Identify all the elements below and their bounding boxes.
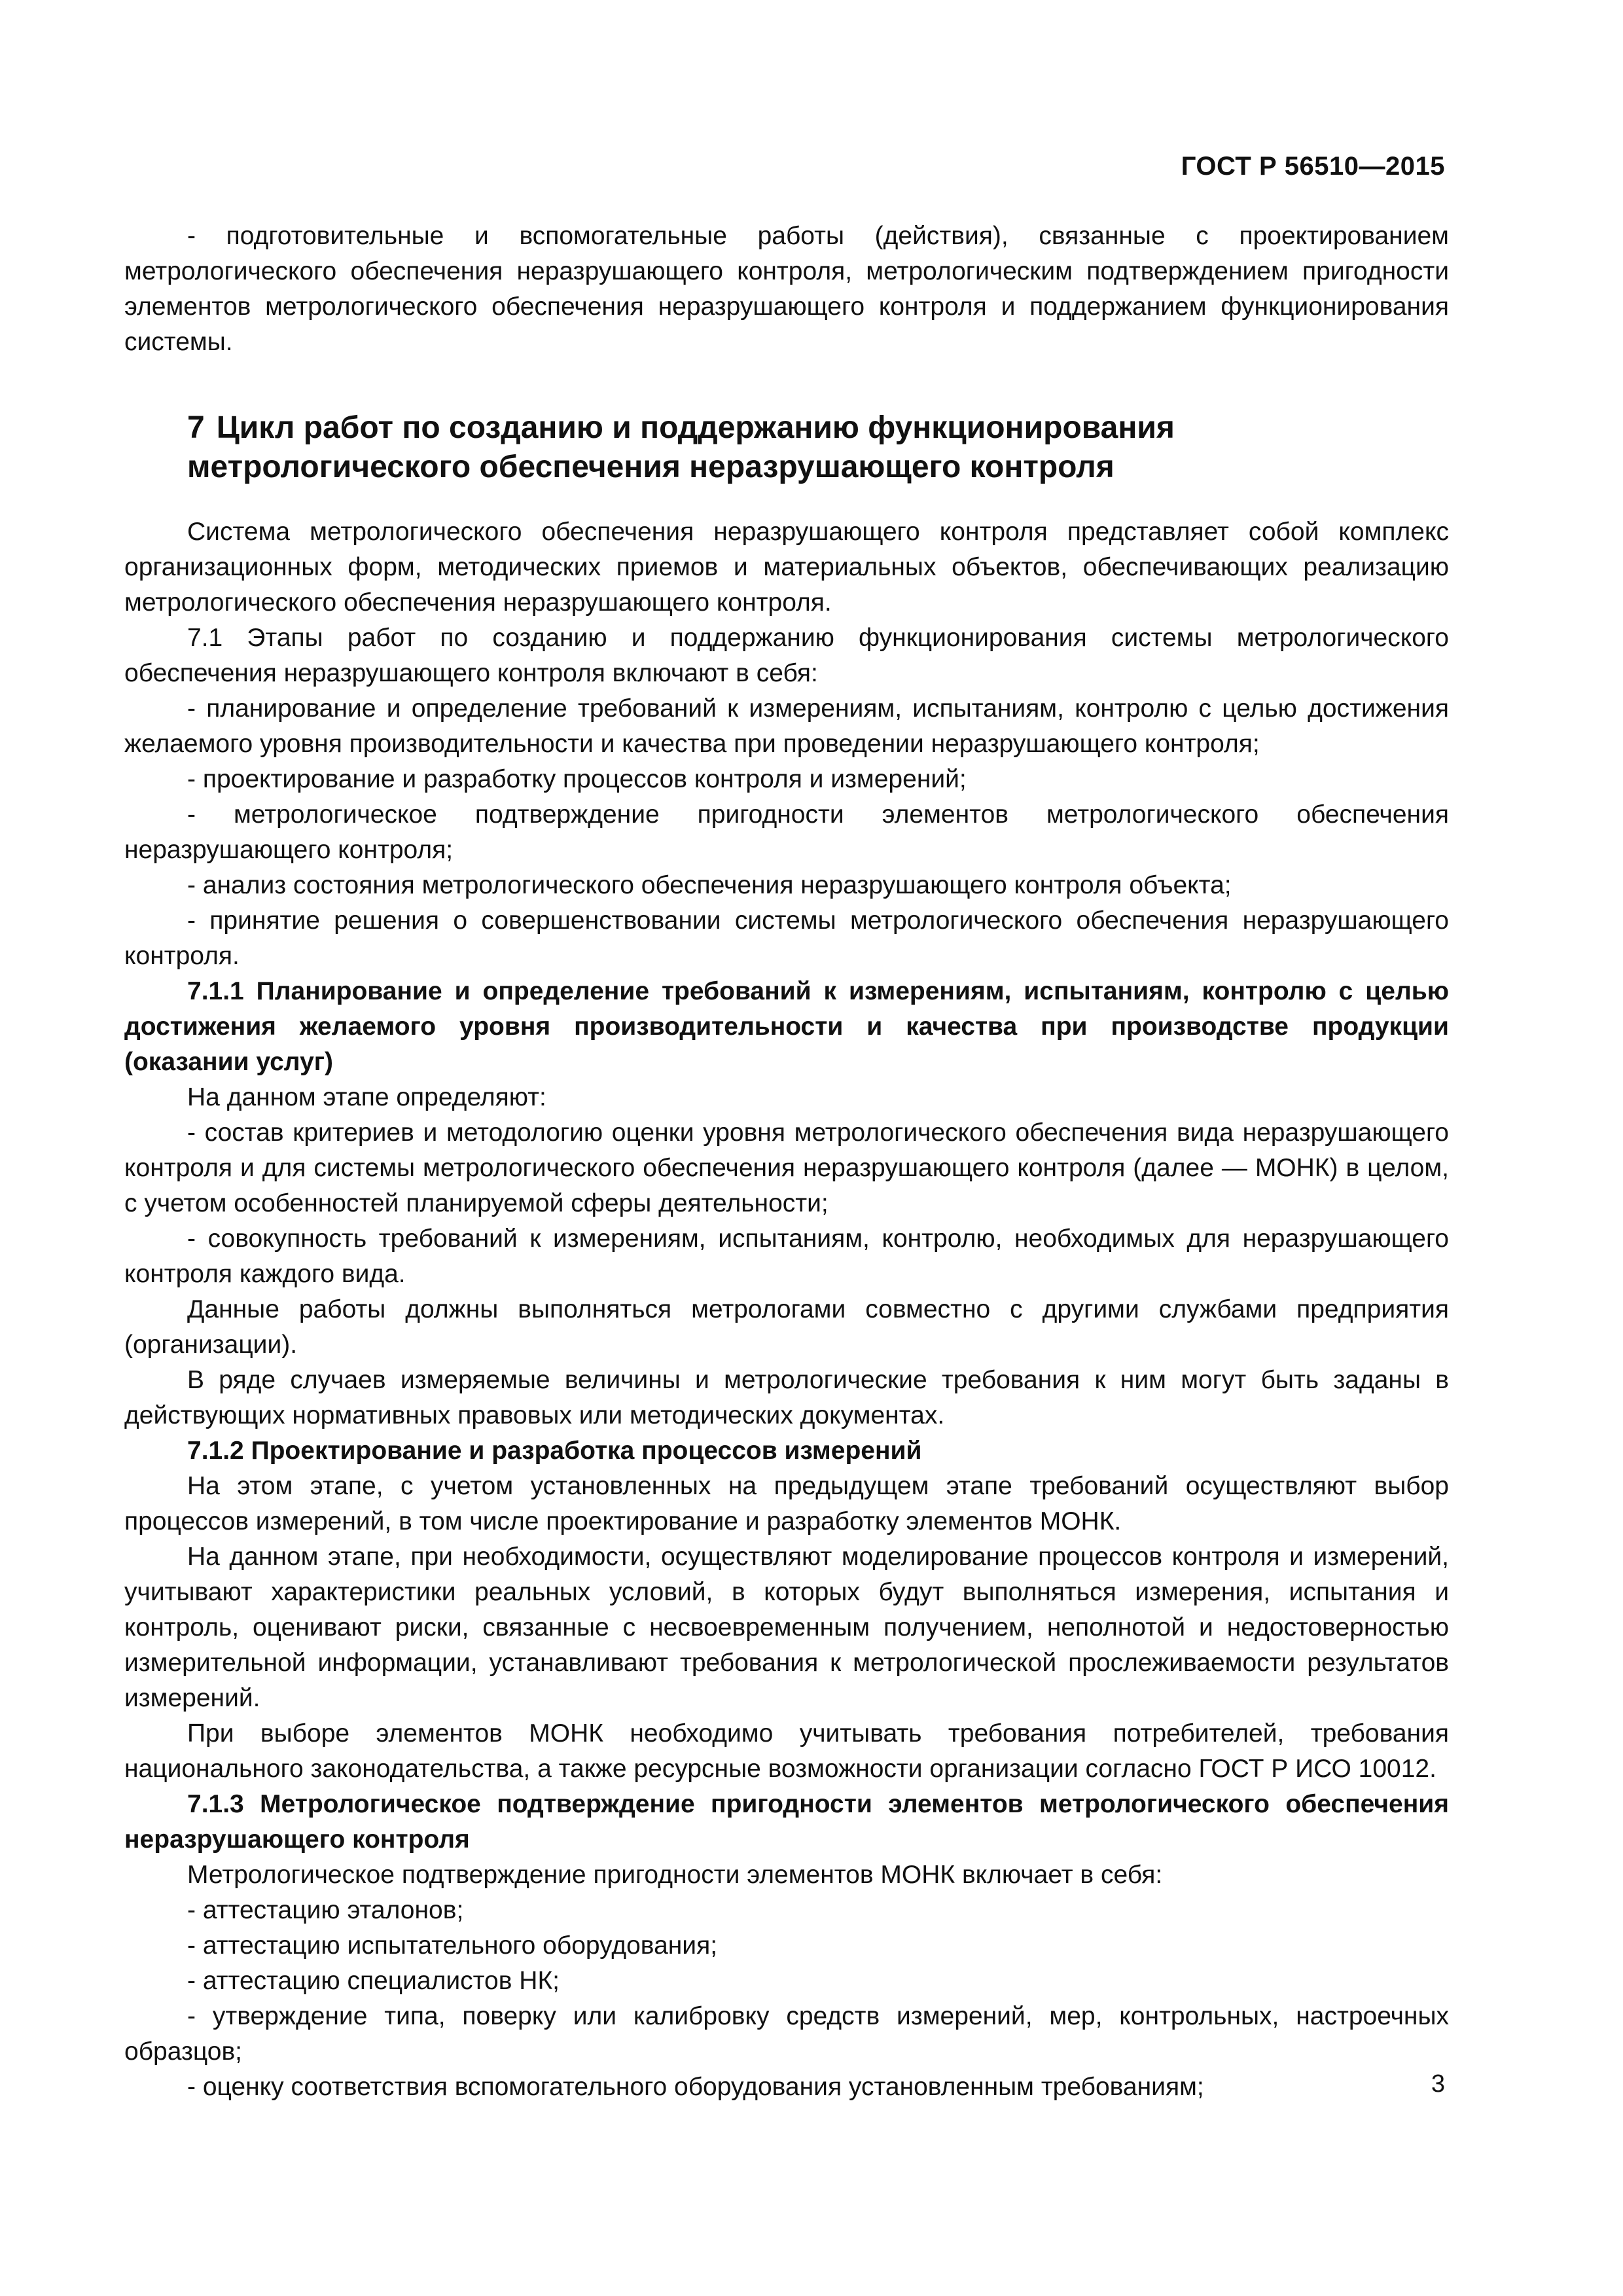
subsection-7-1-3-heading: 7.1.3 Метрологическое подтверждение пригодности элементов метрологического обеспечения неразрушающего контроля (124, 1790, 1449, 1854)
list-item: - анализ состояния метрологического обеспечения неразрушающего контроля объекта; (187, 871, 1232, 899)
section-7-title-line1: 7 Цикл работ по созданию и поддержанию функционирования (187, 410, 1175, 445)
section-7-title-line2: метрологического обеспечения неразрушающего контроля (187, 450, 1115, 484)
section-number: 7 (187, 410, 205, 445)
list-item: - совокупность требований к измерениям, испытаниям, контролю, необходимых для неразрушающего контроля каждого вида. (124, 1225, 1449, 1288)
list-item: - проектирование и разработку процессов контроля и измерений; (187, 765, 967, 793)
subsection-7-1-1-heading: 7.1.1 Планирование и определение требований к измерениям, испытаниям, контролю с целью достижения желаемого уровня производительности и качества при производстве продукции (оказании услуг) (124, 977, 1449, 1076)
paragraph: На данном этапе, при необходимости, осуществляют моделирование процессов контроля и измерений, учитывают характеристики реальных условий, в которых будут выполняться измерения, испытания и контроль, оценивают риски, связанные с несвоевременным получением, неполнотой и недостоверностью измерительной информации, устанавливают требования к метрологической прослеживаемости результатов измерений. (124, 1543, 1449, 1712)
document-header: ГОСТ Р 56510—2015 (1181, 152, 1445, 181)
list-item: - аттестацию эталонов; (187, 1896, 464, 1924)
paragraph: На данном этапе определяют: (187, 1083, 546, 1111)
section-7-title (187, 408, 1449, 487)
intro-paragraph: - подготовительные и вспомогательные работы (действия), связанные с проектированием метрологического обеспечения неразрушающего контроля, метрологическим подтверждением пригодности элементов метрологического обеспечения неразрушающего контроля и поддержанием функционирования системы. (124, 222, 1449, 356)
paragraph: Метрологическое подтверждение пригодности элементов МОНК включает в себя: (187, 1861, 1163, 1889)
paragraph: На этом этапе, с учетом установленных на предыдущем этапе требований осуществляют выбор процессов измерений, в том числе проектирование и разработку элементов МОНК. (124, 1472, 1449, 1535)
page-body (124, 219, 1449, 2105)
paragraph: При выборе элементов МОНК необходимо учитывать требования потребителей, требования национального законодательства, а также ресурсные возможности организации согласно ГОСТ Р ИСО 10012. (124, 1719, 1449, 1783)
list-item: - аттестацию испытательного оборудования; (187, 1931, 718, 1960)
paragraph-system-description: Система метрологического обеспечения неразрушающего контроля представляет собой комплекс организационных форм, методических приемов и материальных объектов, обеспечивающих реализацию метрологического обеспечения неразрушающего контроля. (124, 518, 1449, 617)
list-item: - оценку соответствия вспомогательного оборудования установленным требованиям; (187, 2073, 1204, 2101)
list-item: - планирование и определение требований к измерениям, испытаниям, контролю с целью достижения желаемого уровня производительности и качества при проведении неразрушающего контроля; (124, 694, 1449, 758)
paragraph: В ряде случаев измеряемые величины и метрологические требования к ним могут быть заданы в действующих нормативных правовых или методических документах. (124, 1366, 1449, 1429)
page-number: 3 (1431, 2070, 1445, 2098)
list-item: - метрологическое подтверждение пригодности элементов метрологического обеспечения неразрушающего контроля; (124, 800, 1449, 864)
list-item: - утверждение типа, поверку или калибровку средств измерений, мер, контрольных, настроечных образцов; (124, 2002, 1449, 2066)
list-item: - аттестацию специалистов НК; (187, 1967, 560, 1995)
paragraph: Данные работы должны выполняться метрологами совместно с другими службами предприятия (организации). (124, 1295, 1449, 1359)
subsection-7-1-2-heading: 7.1.2 Проектирование и разработка процессов измерений (187, 1437, 922, 1465)
list-item: - принятие решения о совершенствовании системы метрологического обеспечения неразрушающего контроля. (124, 906, 1449, 970)
list-item: - состав критериев и методологию оценки уровня метрологического обеспечения вида неразрушающего контроля и для системы метрологического обеспечения неразрушающего контроля (далее — МОНК) в целом, с учетом особенностей планируемой сферы деятельности; (124, 1119, 1449, 1217)
clause-7-1: 7.1 Этапы работ по созданию и поддержанию функционирования системы метрологического обеспечения неразрушающего контроля включают в себя: (124, 624, 1449, 687)
